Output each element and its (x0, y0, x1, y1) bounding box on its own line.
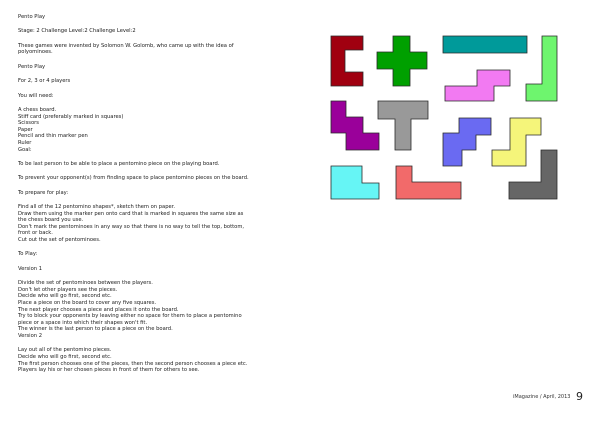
text-line: Goal: (18, 146, 32, 153)
text-line: Players lay his or her chosen pieces in front of them for others to see. (18, 367, 200, 374)
text-line: To Play: (18, 251, 38, 258)
x-piece (377, 36, 427, 86)
text-line: Pento Play (18, 14, 46, 20)
y-piece (396, 166, 461, 199)
n-piece (445, 70, 510, 101)
text-line: Pencil and thin marker pen (18, 133, 88, 140)
text-line: Don't let other players see the pieces. (18, 286, 118, 293)
text-line: For 2, 3 or 4 players (18, 78, 71, 85)
text-line: Lay out all of the pentomino pieces. (18, 347, 112, 354)
i-piece (443, 36, 527, 53)
text-line: Place a piece on the board to cover any five squares. (18, 299, 157, 306)
text-line: Pento Play (18, 63, 46, 70)
text-line: Divide the set of pentominoes between the players. (18, 280, 153, 287)
text-line: Find all of the 12 pentomino shapes*, sketch them on paper. (18, 204, 176, 211)
text-line: front or back. (18, 230, 53, 237)
text-line: Version 1 (18, 265, 43, 272)
text-line: Draw them using the marker pen onto card that is marked in squares the same size as (18, 210, 244, 217)
text-line: Decide who will go first, second etc. (18, 353, 112, 360)
text-line: The first person chooses one of the pieces, then the second person chooses a piece etc. (18, 360, 248, 367)
text-line: Cut out the set of pentominoes. (18, 237, 101, 244)
text-line: Stage: 2 Challenge Level:2 Challenge Level:2 (18, 28, 136, 35)
text-line: Try to block your opponents by leaving either no space for them to place a pentomino (18, 313, 242, 320)
text-line: polyominoes. (18, 49, 53, 56)
text-line: Version 2 (18, 332, 43, 339)
l-piece (526, 36, 557, 101)
text-line: Scissors (18, 120, 40, 127)
text-line: These games were invented by Solomon W. Golomb, who came up with the idea of (18, 42, 234, 49)
t-piece (378, 101, 428, 150)
text-line: A chess board. (18, 106, 57, 113)
w-piece (443, 118, 491, 166)
text-line: Ruler (18, 139, 32, 146)
footer-magazine: iMagazine / April, 2013 (513, 394, 571, 400)
text-line: You will need: (18, 92, 54, 99)
text-line: Don't mark the pentominoes in any way so that there is no way to tell the top, bottom, (18, 223, 245, 230)
z-piece (492, 118, 541, 166)
text-line: Paper (18, 126, 33, 133)
text-line: To prevent your opponent(s) from finding space to place pentomino pieces on the board. (18, 175, 249, 182)
c-piece (331, 36, 363, 86)
text-line: Decide who will go first, second etc. (18, 293, 112, 300)
text-line: To be last person to be able to place a pentomino piece on the playing board. (18, 160, 220, 167)
l-piece-cyan (331, 166, 379, 199)
text-line: The winner is the last person to place a piece on the board. (18, 326, 173, 333)
text-line: To prepare for play: (18, 189, 69, 196)
text-line: piece or a space into which their shapes won't fit. (18, 319, 148, 326)
page-number: 9 (576, 390, 583, 403)
text-line: Stiff card (preferably marked in squares) (18, 113, 124, 120)
text-line: The next player chooses a piece and places it onto the board. (18, 306, 179, 313)
text-line: the chess board you use. (18, 217, 84, 224)
f-piece (331, 101, 379, 150)
